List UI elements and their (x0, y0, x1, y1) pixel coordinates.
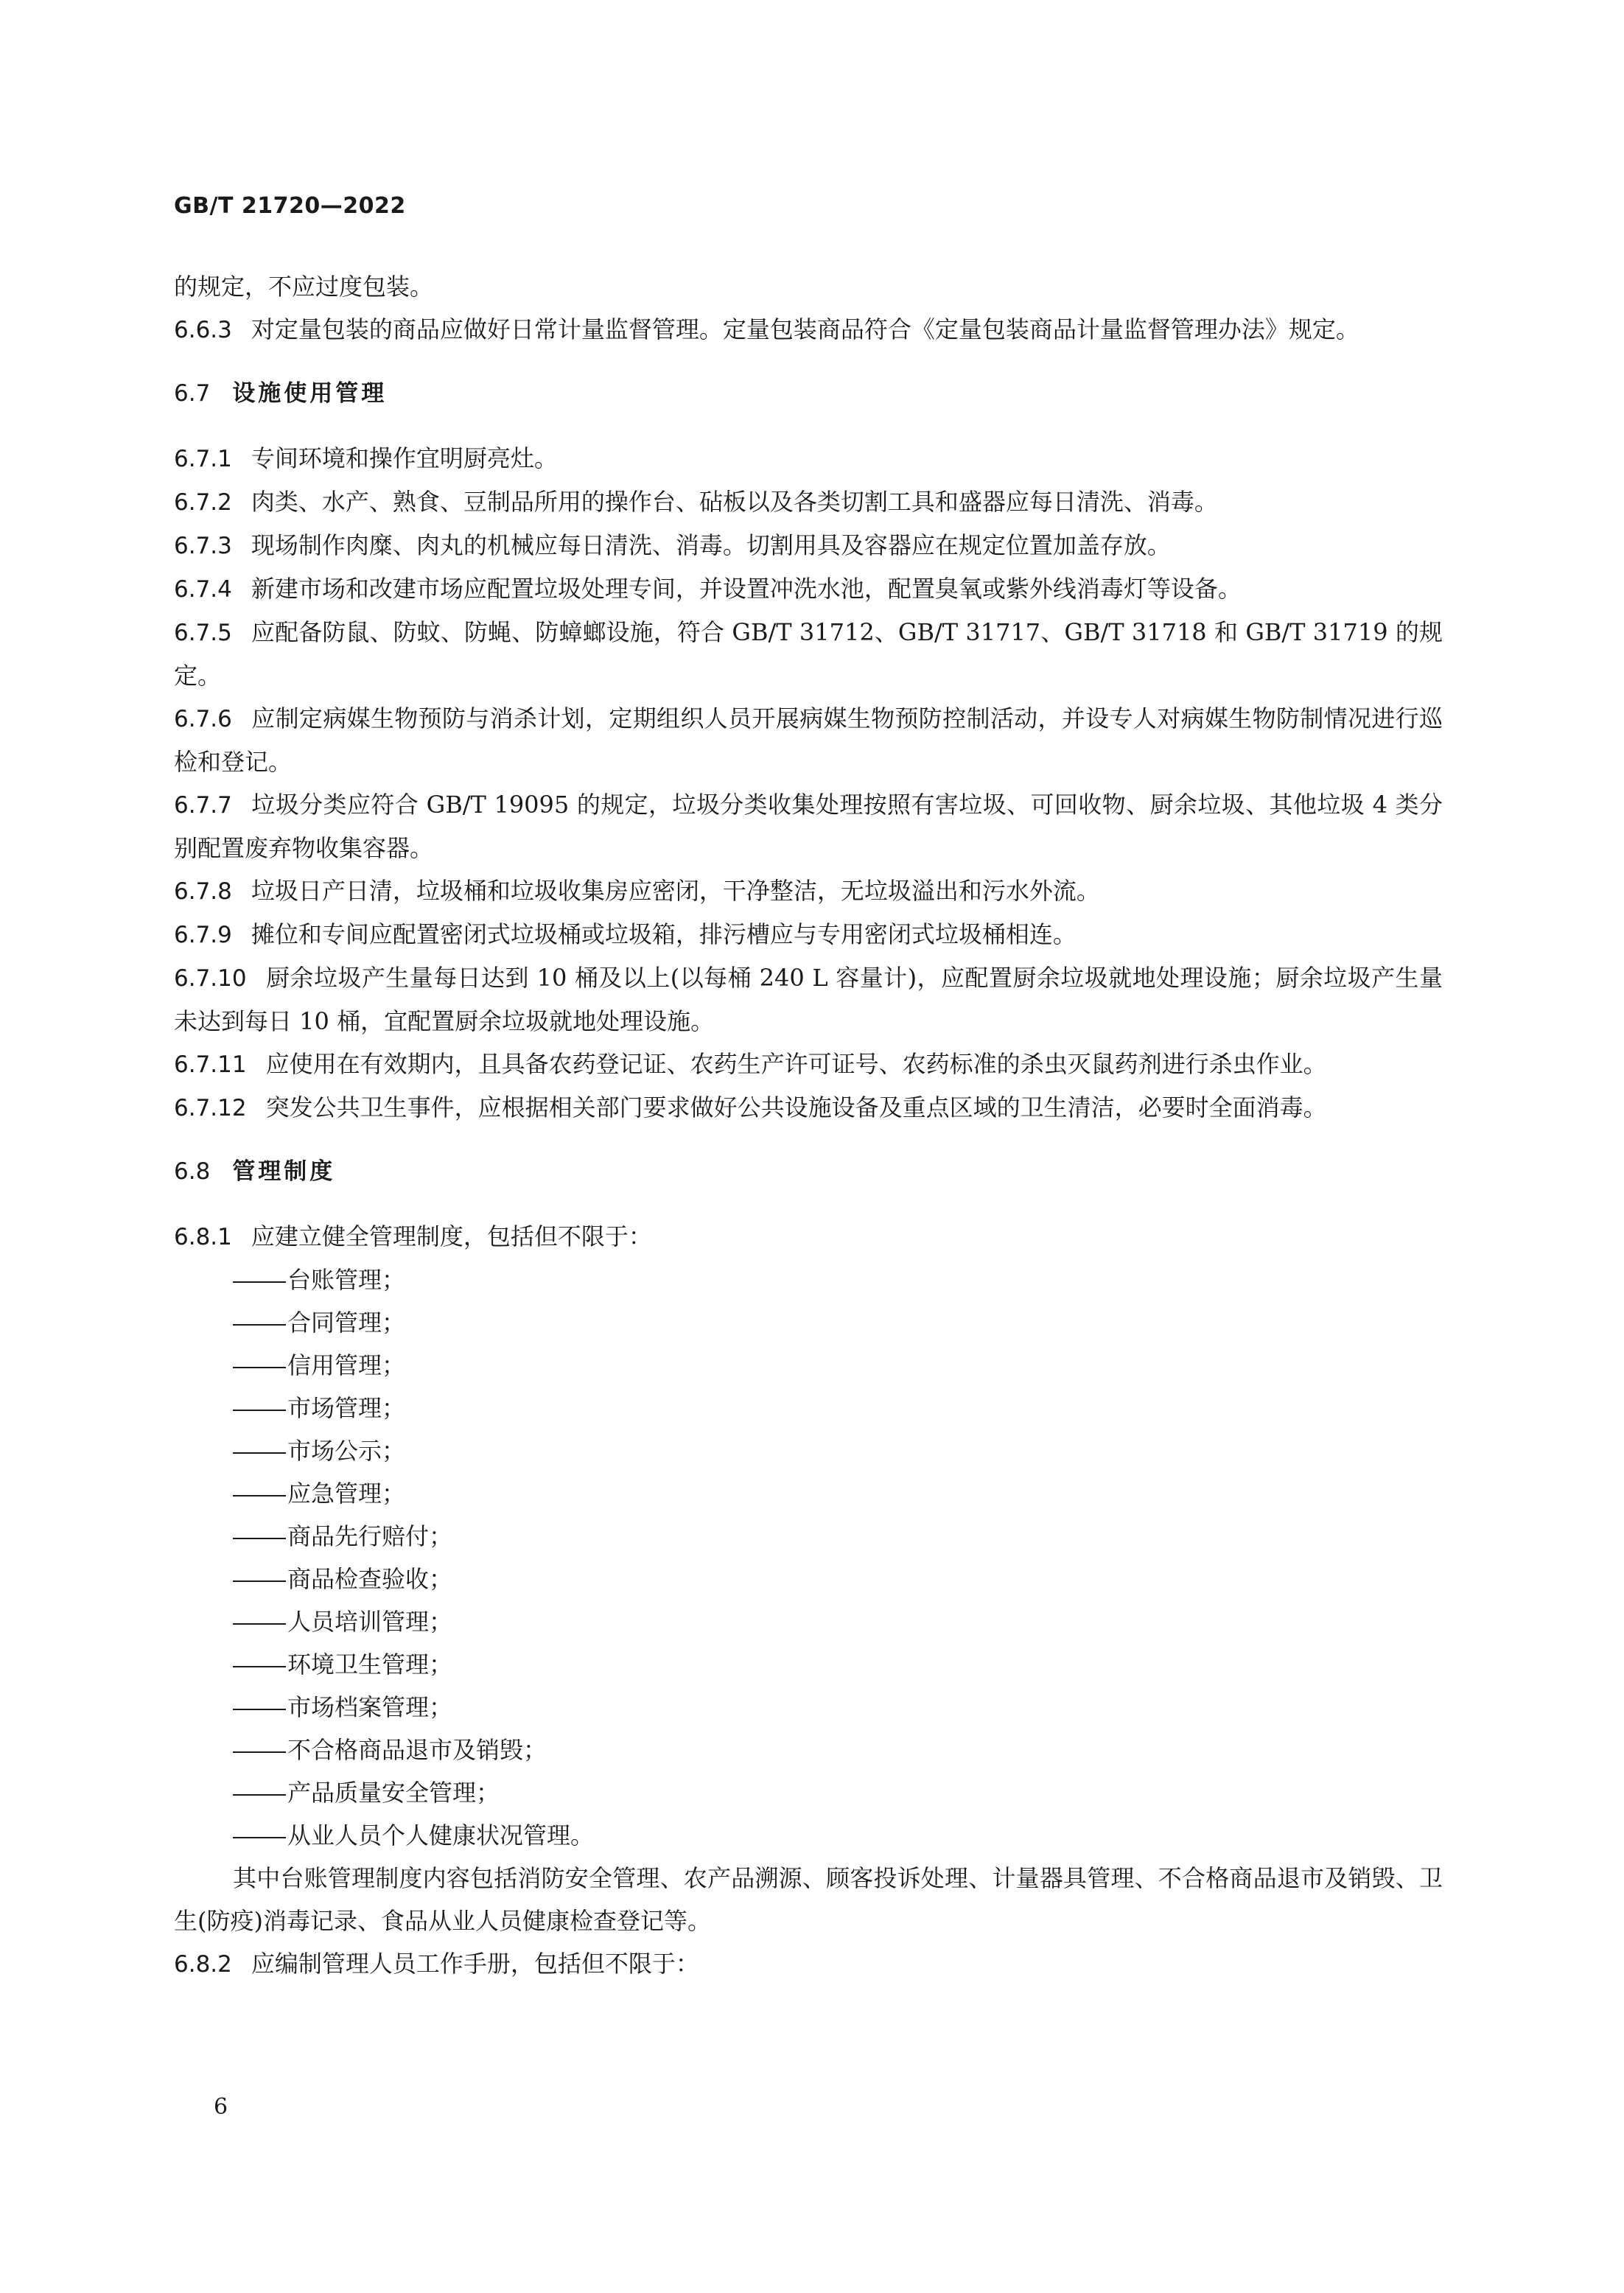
clause-number: 6.7.10 (174, 965, 247, 992)
clause-6-8-2 (174, 1942, 1443, 1986)
clause-text: 应制定病媒生物预防与消杀计划，定期组织人员开展病媒生物预防控制活动，并设专人对病媒生物防制情况进行巡检和登记。 (174, 704, 1443, 776)
list-item: 商品检查验收； (233, 1558, 1443, 1600)
clause-text: 应使用在有效期内，且具备农药登记证、农药生产许可证号、农药标准的杀虫灭鼠药剂进行杀虫作业。 (265, 1050, 1327, 1078)
section-title: 设施使用管理 (232, 380, 388, 407)
clause-number: 6.8.1 (174, 1224, 232, 1250)
dash-marker (233, 1324, 286, 1326)
clause-number: 6.7.8 (174, 878, 232, 905)
dash-marker (233, 1623, 286, 1625)
list-item: 不合格商品退市及销毁； (233, 1729, 1443, 1771)
list-item: 应急管理； (233, 1472, 1443, 1515)
section-heading-6-7 (174, 372, 1443, 415)
ledger-note-paragraph: 其中台账管理制度内容包括消防安全管理、农产品溯源、顾客投诉处理、计量器具管理、不合格商品退市及销毁、卫生(防疫)消毒记录、食品从业人员健康检查登记等。 (174, 1864, 1443, 1935)
clause-6-7-11 (174, 1043, 1443, 1086)
list-item: 人员培训管理； (233, 1600, 1443, 1643)
clause-number: 6.8.2 (174, 1951, 232, 1978)
section-number: 6.8 (174, 1158, 211, 1185)
clause-text: 应配备防鼠、防蚊、防蝇、防蟑螂设施，符合 GB/T 31712、GB/T 31717、GB/T 31718 和 GB/T 31719 的规定。 (174, 618, 1443, 690)
clause-text: 肉类、水产、熟食、豆制品所用的操作台、砧板以及各类切割工具和盛器应每日清洗、消毒。 (251, 488, 1218, 516)
list-item: 环境卫生管理； (233, 1643, 1443, 1686)
clause-6-8-1 (174, 1215, 1443, 1258)
clause-number: 6.6.3 (174, 317, 232, 343)
clause-text: 对定量包装的商品应做好日常计量监督管理。定量包装商品符合《定量包装商品计量监督管理办法》规定。 (251, 315, 1359, 343)
management-system-list (233, 1258, 1443, 1857)
list-item: 信用管理； (233, 1344, 1443, 1387)
list-item: 市场档案管理； (233, 1686, 1443, 1729)
clause-text: 应建立健全管理制度，包括但不限于： (251, 1222, 652, 1250)
clause-6-6-3 (174, 308, 1443, 351)
clause-text: 专间环境和操作宜明厨亮灶。 (251, 444, 558, 472)
dash-marker (233, 1794, 286, 1796)
standard-code: GB/T 21720—2022 (174, 193, 406, 219)
clause-text: 应编制管理人员工作手册，包括但不限于： (251, 1950, 699, 1978)
dash-marker (233, 1367, 286, 1368)
clause-6-7-7 (174, 783, 1443, 869)
clause-number: 6.7.12 (174, 1095, 247, 1121)
clause-number: 6.7.7 (174, 792, 232, 819)
list-item: 合同管理； (233, 1301, 1443, 1344)
clause-text: 垃圾分类应符合 GB/T 19095 的规定，垃圾分类收集处理按照有害垃圾、可回收物、厨余垃圾、其他垃圾 4 类分别配置废弃物收集容器。 (174, 791, 1443, 862)
clause-text: 垃圾日产日清，垃圾桶和垃圾收集房应密闭，干净整洁，无垃圾溢出和污水外流。 (251, 877, 1100, 905)
section-number: 6.7 (174, 380, 211, 407)
dash-marker (233, 1495, 286, 1496)
paragraph-continuation: 的规定，不应过度包装。 (174, 273, 434, 301)
dash-marker (233, 1281, 286, 1283)
clause-6-7-10 (174, 956, 1443, 1043)
clause-6-7-3 (174, 524, 1443, 567)
section-title: 管理制度 (232, 1158, 336, 1185)
list-item: 从业人员个人健康状况管理。 (233, 1814, 1443, 1857)
dash-marker (233, 1410, 286, 1411)
clause-number: 6.7.1 (174, 446, 232, 472)
clause-number: 6.7.5 (174, 620, 232, 646)
dash-marker (233, 1452, 286, 1454)
list-item: 台账管理； (233, 1258, 1443, 1301)
clause-6-7-8 (174, 869, 1443, 913)
clause-6-7-6 (174, 697, 1443, 783)
clause-6-7-9 (174, 913, 1443, 956)
clause-number: 6.7.6 (174, 706, 232, 732)
clause-number: 6.7.2 (174, 489, 232, 516)
clause-text: 现场制作肉糜、肉丸的机械应每日清洗、消毒。切割用具及容器应在规定位置加盖存放。 (251, 531, 1171, 559)
section-heading-6-8 (174, 1150, 1443, 1193)
clause-text: 突发公共卫生事件，应根据相关部门要求做好公共设施设备及重点区域的卫生清洁，必要时全面消毒。 (265, 1093, 1327, 1121)
list-item: 市场管理； (233, 1387, 1443, 1429)
page-number: 6 (214, 2094, 228, 2120)
dash-marker (233, 1538, 286, 1539)
clause-number: 6.7.9 (174, 922, 232, 948)
clause-6-7-5 (174, 611, 1443, 697)
list-item: 商品先行赔付； (233, 1515, 1443, 1558)
clause-number: 6.7.3 (174, 533, 232, 559)
dash-marker (233, 1837, 286, 1838)
dash-marker (233, 1751, 286, 1753)
list-item: 产品质量安全管理； (233, 1771, 1443, 1814)
clause-number: 6.7.4 (174, 576, 232, 603)
document-body (174, 265, 1443, 1986)
clause-text: 新建市场和改建市场应配置垃圾处理专间，并设置冲洗水池，配置臭氧或紫外线消毒灯等设备。 (251, 575, 1242, 603)
clause-text: 厨余垃圾产生量每日达到 10 桶及以上(以每桶 240 L 容量计)，应配置厨余垃圾就地处理设施；厨余垃圾产生量未达到每日 10 桶，宜配置厨余垃圾就地处理设施。 (174, 964, 1443, 1035)
clause-6-7-1 (174, 437, 1443, 480)
list-item: 市场公示； (233, 1429, 1443, 1472)
clause-text: 摊位和专间应配置密闭式垃圾桶或垃圾箱，排污槽应与专用密闭式垃圾桶相连。 (251, 920, 1077, 948)
clause-6-7-12 (174, 1086, 1443, 1130)
clause-6-7-4 (174, 567, 1443, 611)
dash-marker (233, 1580, 286, 1582)
clause-6-7-2 (174, 480, 1443, 524)
dash-marker (233, 1709, 286, 1710)
dash-marker (233, 1666, 286, 1667)
clause-number: 6.7.11 (174, 1051, 247, 1078)
